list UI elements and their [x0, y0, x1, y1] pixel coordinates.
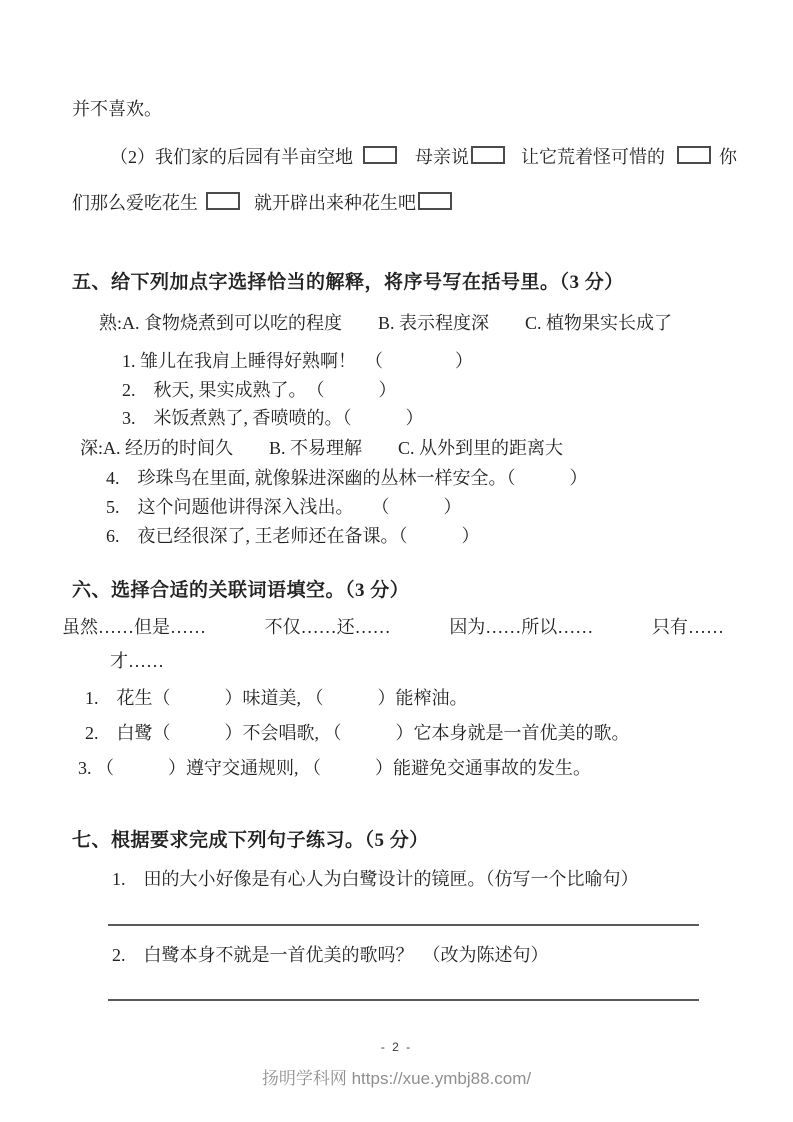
punctuation-exercise-line-2	[72, 192, 452, 214]
site-watermark: 扬明学科网 https://xue.ymbj88.com/	[261, 1069, 532, 1088]
section5-shen-options: 深:A. 经历的时间久 B. 不易理解 C. 从外到里的距离大	[80, 438, 564, 458]
connective-option: 因为……所以……	[449, 617, 594, 637]
section5-item-1: 1. 雏儿在我肩上睡得好熟啊！ （ ）	[122, 351, 473, 371]
answer-blank-line	[108, 999, 699, 1001]
section5-item-6: 6. 夜已经很深了, 王老师还在备课。（ ）	[106, 526, 480, 546]
connective-option: 只有……	[651, 617, 724, 637]
carryover-text: 并不喜欢。	[72, 99, 162, 119]
page-number: - 2 -	[380, 1040, 413, 1054]
connective-option: 虽然……但是……	[62, 617, 206, 637]
section7-title: 七、根据要求完成下列句子练习。（5 分）	[72, 830, 429, 851]
section7-item-2: 2. 白鹭本身不就是一首优美的歌吗？ （改为陈述句）	[112, 945, 549, 965]
answer-blank-line	[108, 924, 699, 926]
q2-text-segment: 就开辟出来种花生吧	[254, 193, 416, 213]
section5-title: 五、给下列加点字选择恰当的解释，将序号写在括号里。（3 分）	[72, 272, 624, 293]
section5-item-5: 5. 这个问题他讲得深入浅出。 （ ）	[106, 497, 462, 517]
punctuation-box	[471, 146, 505, 164]
punctuation-exercise-line-1	[110, 146, 737, 168]
section6-item-2: 2. 白鹭（ ）不会唱歌, （ ）它本身就是一首优美的歌。	[85, 723, 630, 743]
section5-item-3: 3. 米饭煮熟了, 香喷喷的。（ ）	[122, 408, 424, 428]
section7-item-1: 1. 田的大小好像是有心人为白鹭设计的镜匣。（仿写一个比喻句）	[112, 869, 639, 889]
punctuation-box	[206, 192, 240, 210]
section6-title: 六、选择合适的关联词语填空。（3 分）	[72, 580, 410, 601]
punctuation-box	[363, 146, 397, 164]
q2-text-segment: 让它荒着怪可惜的	[521, 147, 665, 167]
q2-text-segment: 你	[719, 147, 737, 167]
punctuation-box	[418, 192, 452, 210]
q2-text-segment: 们那么爱吃花生	[72, 193, 198, 213]
section6-item-1: 1. 花生（ ）味道美, （ ）能榨油。	[85, 688, 468, 708]
section5-item-2: 2. 秋天, 果实成熟了。 （ ）	[122, 380, 397, 400]
section6-item-3: 3. （ ）遵守交通规则, （ ）能避免交通事故的发生。	[78, 758, 591, 778]
q2-text-segment: 母亲说	[415, 147, 469, 167]
section5-shu-options: 熟:A. 食物烧煮到可以吃的程度 B. 表示程度深 C. 植物果实长成了	[99, 313, 673, 333]
connective-option: 不仅……还……	[264, 617, 391, 637]
section5-item-4: 4. 珍珠鸟在里面, 就像躲进深幽的丛林一样安全。（ ）	[106, 468, 588, 488]
connectives-word-bank	[62, 613, 724, 639]
punctuation-box	[677, 146, 711, 164]
connective-option-wrap: 才……	[110, 651, 164, 671]
q2-text-segment: （2）我们家的后园有半亩空地	[110, 147, 353, 167]
